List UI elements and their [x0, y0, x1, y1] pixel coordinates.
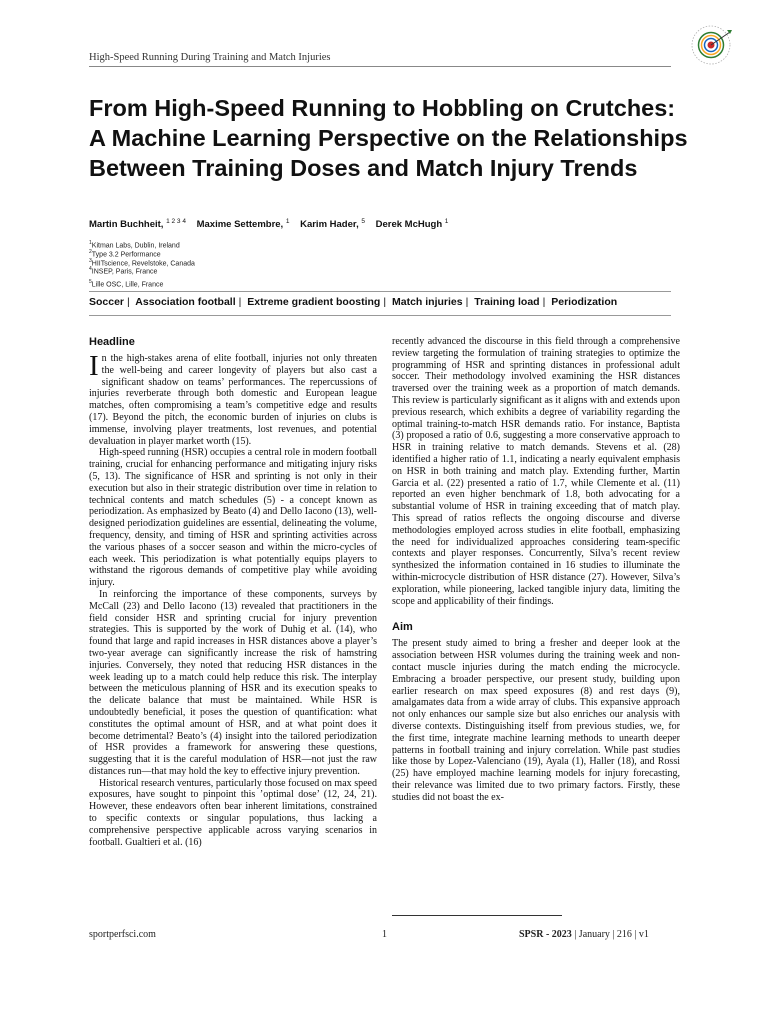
page-number: 1 [382, 929, 387, 940]
keyword: Match injuries [391, 296, 463, 308]
dropcap: I [89, 350, 99, 382]
section-heading-headline: Headline [89, 336, 135, 348]
paragraph: The present study aimed to bring a fresher and deeper look at the association between HSR volumes during the training week and non-contact muscle injuries during the match ending the microcycle. Embracing a broader perspective, our present study, building upon earlier research on max speed exposures (8) and rest days (9), amalgamates data from a wide array of clubs. This expansive approach not only enhances our sample size but also enriches our analysis with diverse contexts. Distinguishing itself from previous studies, we, for the first time, integrate machine learning methods to unearth deeper patterns in football training and injury correlation. While past studies like those by Lopez-Valenciano (19), Ayala (1), Haller (18), and Rossi (25) have employed machine learning models for injury forecasting, their relevance was limited due to two primary factors. Firstly, these studies did not boast the ex- [392, 638, 680, 803]
footer-journal-info: SPSR - 2023 | January | 216 | v1 [519, 929, 649, 940]
paragraph: Historical research ventures, particularly those focused on max speed exposures, have sought to pinpoint this ’optimal dose’ (12, 24, 21). However, these endeavors often bear inherent limitations, constrained to specific contexts or singular populations, thus lacking a comprehensive perspective applicable across varying scenarios in football. Gualtieri et al. (16) [89, 777, 377, 848]
keyword: Periodization [551, 296, 618, 308]
keyword-separator: | [383, 296, 387, 308]
journal-seal-icon [686, 20, 736, 70]
footnote-divider [392, 915, 562, 916]
paper-title: From High-Speed Running to Hobbling on Crutches: A Machine Learning Perspective on the Relationships Between Training Doses and Match Injury Trends [89, 95, 688, 181]
header-divider [89, 66, 671, 67]
right-column [392, 336, 680, 803]
author: Martin Buchheit, $^{1 2 3 4}$ [89, 218, 186, 231]
running-head: High-Speed Running During Training and Match Injuries [89, 52, 331, 63]
keyword: Extreme gradient boosting [247, 296, 381, 308]
affiliation: $^5$Lille OSC, Lille, France [89, 279, 164, 289]
keyword-separator: | [465, 296, 469, 308]
author-list [89, 218, 689, 230]
paragraph: High-speed running (HSR) occupies a central role in modern football training, crucial for enhancing performance and mitigating injury risks (5, 13). The significance of HSR and sprinting is not only in their execution but also in their strategic distribution over time in relation to technical contents and match schedules (5) - a concept known as periodization. As emphasized by Beato (4) and Dello Iacono (13), well-designed periodization guidelines are essential, delineating the volume, frequency, density, and timing of HSR and sprinting activities across the various phases of a soccer season and within the micro-cycles of each week. This periodization is what potentially equips players to withstand the rigorous demands of competitive play while avoiding injury. [89, 447, 377, 589]
keyword-separator: | [127, 296, 130, 308]
keywords [89, 296, 679, 308]
keyword: Training load [474, 296, 540, 308]
author: Karim Hader, $^5$ [300, 218, 365, 231]
author: Derek McHugh $^1$ [375, 218, 449, 231]
keyword-separator: | [542, 296, 546, 308]
affiliation: $^1$Kitman Labs, Dublin, Ireland [89, 240, 180, 250]
paragraph: In the high-stakes arena of elite football, injuries not only threaten the well-being and career longevity of players but also cast a significant shadow on teams’ performances. The repercussions of injuries reverberate through both domestic and European league matches, often compromising a team’s competitive edge and results (17). Beyond the pitch, the economic burden of injuries on clubs is immense, involving player treatments, lost revenues, and potential devaluation in player market worth (15). [89, 350, 377, 447]
keyword-separator: | [238, 296, 242, 308]
paragraph: recently advanced the discourse in this field through a comprehensive review targeting the formulation of training strategies to optimize the programming of HSR and sprinting distances in professional adult soccer. Their methodology involved examining the HSR distances traversed over the training week as a proportion of match demands. This review is particularly significant as it aligns with and extends upon previous research, which exhibits a degree of variability regarding the optimal training-to-match HSR demands ratio. For instance, Baptista (3) proposed a ratio of 0.6, suggesting a more conservative approach to HSR in training relative to match demands. Stevens et al. (28) identified a higher ratio of 1.1, indicating a nearly equivalent emphasis on HSR in both training and match play. Extending further, Martin Garcia et al. (22) presented a ratio of 1.7, while Clemente et al. (11) reported an even higher benchmark of 1.8, both advocating for a substantial volume of HSR in training exceeding that of match play. This spread of ratios reflects the ongoing discourse and diverse methodologies employed across studies in elite football, emphasizing the need for individualized approaches considering team-specific contexts and player responses. Concurrently, Silva’s recent review synthesized the information contained in 16 studies to illuminate the within-microcycle distribution of HSR distance (27). However, Silva’s exploration, while pioneering, lacked tangible injury data, limiting the scope and applicability of their findings. [392, 336, 680, 607]
affiliation: $^3$HIITscience, Revelstoke, Canada [89, 258, 195, 268]
footer-website: sportperfsci.com [89, 929, 156, 940]
affiliation: $^2$Type 3.2 Performance [89, 249, 161, 259]
affiliation: $^4$INSEP, Paris, France [89, 266, 158, 276]
keywords-divider-top [89, 291, 671, 292]
author: Maxime Settembre, $^1$ [196, 218, 290, 231]
keyword: Soccer [89, 296, 125, 308]
paragraph: In reinforcing the importance of these components, surveys by McCall (23) and Dello Iacono (13) revealed that practitioners in the field consider HSR and sprinting crucial for injury prevention strategies. This is supported by the work of Duhig et al. (14), who found that large and rapid increases in HSR distances above a player’s two-year average can significantly increase the risk of hamstring injuries. Conversely, they noted that reducing HSR distances in the week leading up to a match could help reduce this risk. The interplay between the meticulous planning of HSR and its execution speaks to the delicate balance that must be maintained. While HSR is undoubtedly beneficial, it poses the question of quantification: what constitutes the optimal amount of HSR, and at what point does it become detrimental? Beato’s (4) insight into the tailored periodization of HSR provides a framework for answering these questions, suggesting that it is the careful modulation of HSR—not just the raw distances run—that may hold the key to effective injury prevention. [89, 588, 377, 777]
section-heading-aim: Aim [392, 621, 413, 634]
left-column [89, 336, 377, 848]
keywords-divider-bottom [89, 315, 671, 316]
keyword: Association football [135, 296, 236, 308]
